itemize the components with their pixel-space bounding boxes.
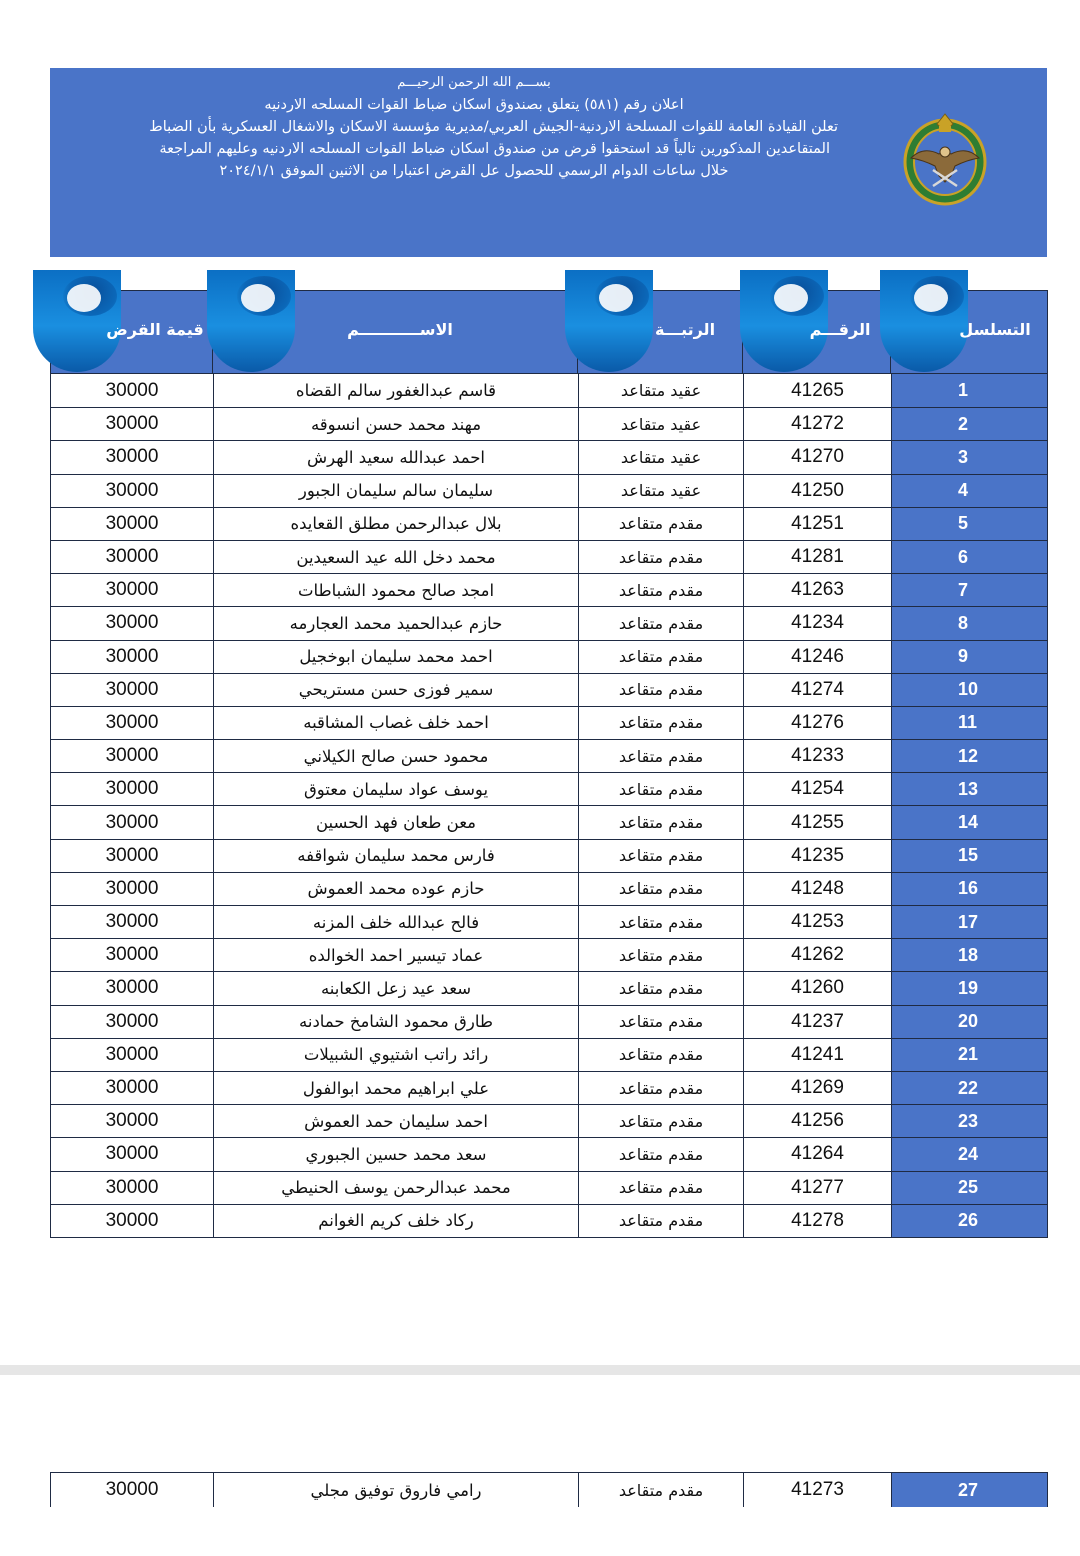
- cell-name: فارس محمد سليمان شواقفه: [214, 840, 579, 872]
- cell-rank: عقيد متقاعد: [579, 475, 744, 507]
- cell-amount: 30000: [51, 374, 214, 407]
- cell-rank: مقدم متقاعد: [579, 740, 744, 772]
- cell-amount: 30000: [51, 1006, 214, 1038]
- table-row: [51, 905, 1047, 938]
- table-body: [50, 374, 1048, 1238]
- cell-rank: مقدم متقاعد: [579, 939, 744, 971]
- cell-rank: مقدم متقاعد: [579, 873, 744, 905]
- cell-rank: مقدم متقاعد: [579, 1172, 744, 1204]
- cell-name: علي ابراهيم محمد ابوالفول: [214, 1072, 579, 1104]
- cell-seq: 24: [892, 1138, 1047, 1170]
- table-row: [51, 971, 1047, 1004]
- cell-number: 41281: [744, 541, 892, 573]
- cell-rank: مقدم متقاعد: [579, 707, 744, 739]
- cell-number: 41253: [744, 906, 892, 938]
- cell-amount: 30000: [51, 508, 214, 540]
- cell-rank: مقدم متقاعد: [579, 1473, 744, 1507]
- cell-amount: 30000: [51, 541, 214, 573]
- announcement-line-2: تعلن القيادة العامة للقوات المسلحة الاردنية-الجيش العربي/مديرية مؤسسة الاسكان والاشغال العسكرية بأن الضباط: [149, 119, 838, 135]
- cell-seq: 12: [892, 740, 1047, 772]
- cell-number: 41272: [744, 408, 892, 440]
- announcement-line-3: المتقاعدين المذكورين تالياً قد استحقوا قرض من صندوق اسكان ضباط القوات المسلحه الاردنيه وعليهم المراجعة: [159, 141, 830, 157]
- cell-number: 41248: [744, 873, 892, 905]
- announcement-title: اعلان رقم (٥٨١) يتعلق بصندوق اسكان ضباط القوات المسلحه الاردنيه: [264, 97, 684, 113]
- cell-amount: 30000: [51, 806, 214, 838]
- table-row: [51, 839, 1047, 872]
- cell-amount: 30000: [51, 475, 214, 507]
- header-amount: قيمة القرض: [106, 320, 204, 339]
- cell-amount: 30000: [51, 607, 214, 639]
- cell-number: 41234: [744, 607, 892, 639]
- cell-name: بلال عبدالرحمن مطلق القعايده: [214, 508, 579, 540]
- table-row: [51, 1005, 1047, 1038]
- cell-rank: مقدم متقاعد: [579, 840, 744, 872]
- cell-name: ركاد خلف كريم الغوانم: [214, 1205, 579, 1237]
- table-row: [51, 407, 1047, 440]
- cell-rank: مقدم متقاعد: [579, 1039, 744, 1071]
- cell-rank: مقدم متقاعد: [579, 1006, 744, 1038]
- cell-name: قاسم عبدالغفور سالم القضاه: [214, 374, 579, 407]
- cell-rank: مقدم متقاعد: [579, 1205, 744, 1237]
- cell-rank: مقدم متقاعد: [579, 773, 744, 805]
- cell-name: رامي فاروق توفيق مجلي: [214, 1473, 579, 1507]
- cell-rank: مقدم متقاعد: [579, 906, 744, 938]
- cell-number: 41250: [744, 475, 892, 507]
- cell-amount: 30000: [51, 906, 214, 938]
- cell-seq: 3: [892, 441, 1047, 473]
- cell-amount: 30000: [51, 408, 214, 440]
- cell-rank: مقدم متقاعد: [579, 574, 744, 606]
- cell-amount: 30000: [51, 773, 214, 805]
- cell-seq: 17: [892, 906, 1047, 938]
- table-row: [51, 1204, 1047, 1237]
- cell-seq: 21: [892, 1039, 1047, 1071]
- table-body-page-2: [50, 1472, 1048, 1507]
- cell-amount: 30000: [51, 574, 214, 606]
- announcement-line-4: خلال ساعات الدوام الرسمي للحصول عل القرض اعتبارا من الاثنين الموفق ٢٠٢٤/١/١: [219, 163, 729, 179]
- cell-rank: مقدم متقاعد: [579, 1072, 744, 1104]
- table-row: [51, 1473, 1047, 1507]
- cell-rank: مقدم متقاعد: [579, 972, 744, 1004]
- table-row: [51, 872, 1047, 905]
- table-row: [51, 938, 1047, 971]
- cell-rank: مقدم متقاعد: [579, 1105, 744, 1137]
- cell-rank: مقدم متقاعد: [579, 674, 744, 706]
- cell-amount: 30000: [51, 674, 214, 706]
- cell-seq: 7: [892, 574, 1047, 606]
- cell-seq: 26: [892, 1205, 1047, 1237]
- cell-name: رائد راتب اشتيوي الشبيلات: [214, 1039, 579, 1071]
- table-row: [51, 474, 1047, 507]
- table-row: [51, 640, 1047, 673]
- cell-name: امجد صالح محمود الشباطات: [214, 574, 579, 606]
- cell-seq: 20: [892, 1006, 1047, 1038]
- cell-seq: 14: [892, 806, 1047, 838]
- cell-rank: مقدم متقاعد: [579, 1138, 744, 1170]
- cell-seq: 2: [892, 408, 1047, 440]
- cell-number: 41256: [744, 1105, 892, 1137]
- cell-number: 41265: [744, 374, 892, 407]
- cell-name: محمود حسن صالح الكيلاني: [214, 740, 579, 772]
- cell-name: احمد خلف غصاب المشاقبه: [214, 707, 579, 739]
- cell-seq: 27: [892, 1473, 1047, 1507]
- cell-number: 41264: [744, 1138, 892, 1170]
- cell-seq: 4: [892, 475, 1047, 507]
- cell-number: 41260: [744, 972, 892, 1004]
- cell-amount: 30000: [51, 1205, 214, 1237]
- cell-number: 41270: [744, 441, 892, 473]
- cell-seq: 18: [892, 939, 1047, 971]
- cell-number: 41262: [744, 939, 892, 971]
- cell-name: سليمان سالم سليمان الجبور: [214, 475, 579, 507]
- cell-seq: 9: [892, 641, 1047, 673]
- header-number: الرقـــم: [809, 320, 871, 339]
- cell-amount: 30000: [51, 972, 214, 1004]
- cell-number: 41254: [744, 773, 892, 805]
- basmala: بســـم الله الرحمن الرحيـــم: [397, 75, 551, 90]
- cell-rank: مقدم متقاعد: [579, 806, 744, 838]
- cell-seq: 11: [892, 707, 1047, 739]
- table-row: [51, 1071, 1047, 1104]
- cell-number: 41246: [744, 641, 892, 673]
- cell-seq: 1: [892, 374, 1047, 407]
- cell-amount: 30000: [51, 707, 214, 739]
- table-row: [51, 440, 1047, 473]
- cell-seq: 22: [892, 1072, 1047, 1104]
- cell-amount: 30000: [51, 1473, 214, 1507]
- table-row: [51, 1038, 1047, 1071]
- cell-number: 41241: [744, 1039, 892, 1071]
- cell-rank: مقدم متقاعد: [579, 641, 744, 673]
- cell-name: احمد عبدالله سعيد الهرش: [214, 441, 579, 473]
- cell-seq: 5: [892, 508, 1047, 540]
- table-row: [51, 1171, 1047, 1204]
- cell-name: فالح عبدالله خلف المزنه: [214, 906, 579, 938]
- cell-seq: 13: [892, 773, 1047, 805]
- cell-amount: 30000: [51, 441, 214, 473]
- cell-amount: 30000: [51, 1039, 214, 1071]
- cell-name: حازم عوده محمد العموش: [214, 873, 579, 905]
- cell-number: 41277: [744, 1172, 892, 1204]
- cell-amount: 30000: [51, 873, 214, 905]
- table-row: [51, 374, 1047, 407]
- cell-number: 41263: [744, 574, 892, 606]
- table-row: [51, 739, 1047, 772]
- jordan-armed-forces-emblem-icon: [903, 110, 987, 208]
- cell-amount: 30000: [51, 1072, 214, 1104]
- cell-name: يوسف عواد سليمان معتوق: [214, 773, 579, 805]
- cell-rank: مقدم متقاعد: [579, 541, 744, 573]
- table-row: [51, 507, 1047, 540]
- cell-name: سمير فوزى حسن مستريحي: [214, 674, 579, 706]
- cell-number: 41269: [744, 1072, 892, 1104]
- table-row: [51, 540, 1047, 573]
- cell-seq: 10: [892, 674, 1047, 706]
- cell-rank: مقدم متقاعد: [579, 607, 744, 639]
- table-row: [51, 1137, 1047, 1170]
- cell-seq: 8: [892, 607, 1047, 639]
- table-row: [51, 606, 1047, 639]
- cell-rank: عقيد متقاعد: [579, 374, 744, 407]
- table-row: [51, 673, 1047, 706]
- cell-number: 41274: [744, 674, 892, 706]
- cell-name: سعد عيد زعل الكعابنه: [214, 972, 579, 1004]
- cell-name: معن طعان فهد الحسين: [214, 806, 579, 838]
- cell-amount: 30000: [51, 1172, 214, 1204]
- cell-name: طارق محمود الشامخ حمادنه: [214, 1006, 579, 1038]
- page-break: [0, 1365, 1080, 1375]
- cell-amount: 30000: [51, 939, 214, 971]
- cell-amount: 30000: [51, 641, 214, 673]
- cell-amount: 30000: [51, 1138, 214, 1170]
- cell-number: 41251: [744, 508, 892, 540]
- cell-seq: 25: [892, 1172, 1047, 1204]
- cell-number: 41278: [744, 1205, 892, 1237]
- cell-seq: 23: [892, 1105, 1047, 1137]
- cell-name: احمد محمد سليمان ابوخجيل: [214, 641, 579, 673]
- header-rank: الرتبـــة: [654, 320, 716, 339]
- cell-amount: 30000: [51, 840, 214, 872]
- cell-number: 41255: [744, 806, 892, 838]
- cell-seq: 15: [892, 840, 1047, 872]
- table-row: [51, 805, 1047, 838]
- cell-name: عماد تيسير احمد الخوالده: [214, 939, 579, 971]
- table-row: [51, 573, 1047, 606]
- cell-name: سعد محمد حسين الجبوري: [214, 1138, 579, 1170]
- cell-number: 41273: [744, 1473, 892, 1507]
- cell-name: محمد دخل الله عيد السعيدين: [214, 541, 579, 573]
- cell-number: 41237: [744, 1006, 892, 1038]
- cell-name: حازم عبدالحميد محمد العجارمه: [214, 607, 579, 639]
- cell-number: 41233: [744, 740, 892, 772]
- cell-number: 41276: [744, 707, 892, 739]
- cell-name: محمد عبدالرحمن يوسف الحنيطي: [214, 1172, 579, 1204]
- cell-number: 41235: [744, 840, 892, 872]
- cell-name: مهند محمد حسن انسوقه: [214, 408, 579, 440]
- cell-name: احمد سليمان حمد العموش: [214, 1105, 579, 1137]
- cell-rank: مقدم متقاعد: [579, 508, 744, 540]
- table-row: [51, 706, 1047, 739]
- cell-seq: 19: [892, 972, 1047, 1004]
- cell-amount: 30000: [51, 740, 214, 772]
- cell-rank: عقيد متقاعد: [579, 441, 744, 473]
- announcement-text: [60, 72, 888, 182]
- cell-seq: 16: [892, 873, 1047, 905]
- table-row: [51, 772, 1047, 805]
- scroll-tab-decoration-icon: [207, 270, 295, 372]
- cell-rank: عقيد متقاعد: [579, 408, 744, 440]
- header-name: الاســـــــــــم: [347, 320, 453, 339]
- header-seq: التسلسل: [959, 320, 1031, 339]
- table-row: [51, 1104, 1047, 1137]
- cell-amount: 30000: [51, 1105, 214, 1137]
- cell-seq: 6: [892, 541, 1047, 573]
